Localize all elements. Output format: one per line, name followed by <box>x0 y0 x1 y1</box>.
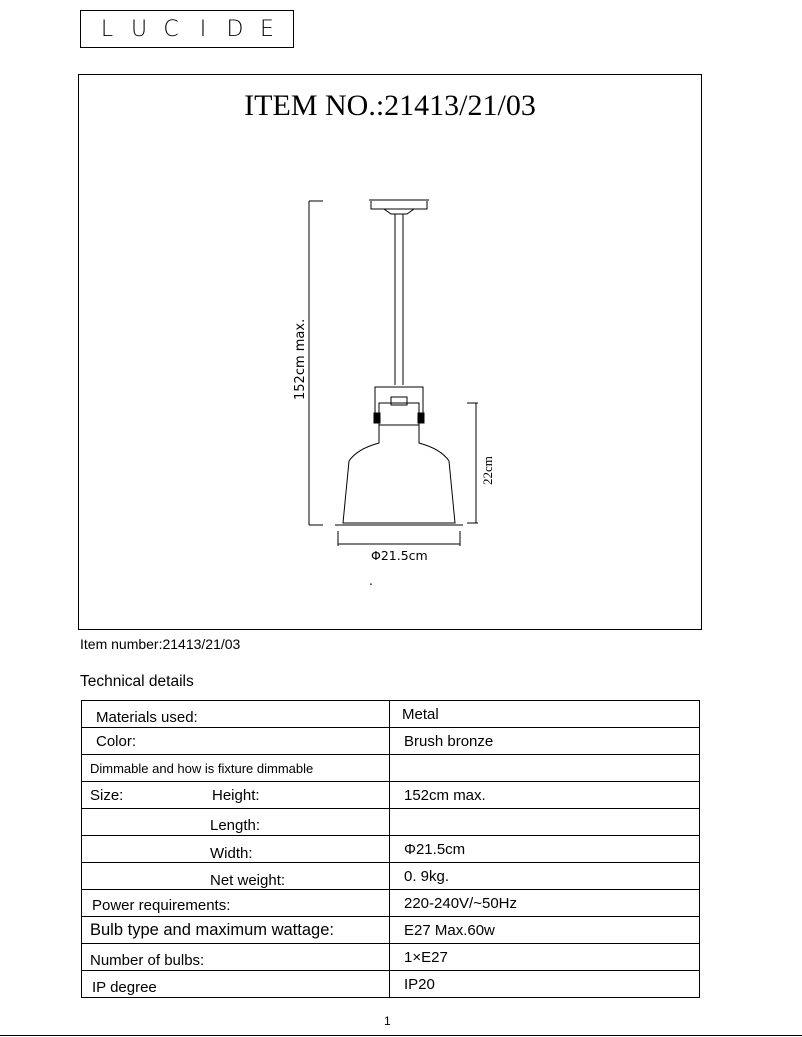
table-row <box>82 782 700 809</box>
height-value: 152cm max. <box>404 786 486 804</box>
bulb-count-value: 1×E27 <box>404 948 448 966</box>
height-label: Height: <box>212 786 260 804</box>
logo-letter: D <box>226 16 244 42</box>
diameter-dimension <box>338 531 460 546</box>
logo-letter: I <box>199 16 207 42</box>
page-number: 1 <box>384 1014 391 1028</box>
ip-value: IP20 <box>404 975 435 993</box>
stray-dot: . <box>369 574 373 588</box>
dimmable-label: Dimmable and how is fixture dimmable <box>90 760 314 776</box>
size-label: Size: <box>90 786 124 804</box>
pendant-lamp-drawing <box>79 75 703 631</box>
logo-letter: U <box>130 16 148 42</box>
bulb-type-label: Bulb type and maximum wattage: <box>90 920 334 939</box>
width-label: Width: <box>210 844 253 862</box>
drawing-title: ITEM NO.:21413/21/03 <box>244 89 536 122</box>
table-row <box>82 701 700 728</box>
shade-height-dimension <box>467 403 478 523</box>
ip-label: IP degree <box>92 978 157 996</box>
table-row <box>82 809 700 836</box>
lucide-logo <box>80 10 294 48</box>
table-row <box>82 755 700 782</box>
lamp-shade <box>335 425 463 525</box>
table-row <box>82 917 700 944</box>
table-row <box>82 863 700 890</box>
logo-letter: C <box>163 16 179 42</box>
power-value: 220-240V/~50Hz <box>404 894 517 912</box>
lamp-bracket <box>374 387 424 425</box>
item-number-line: Item number:21413/21/03 <box>80 636 241 652</box>
materials-value: Metal <box>402 705 439 723</box>
color-value: Brush bronze <box>404 732 494 750</box>
power-label: Power requirements: <box>92 896 231 914</box>
width-value: Φ21.5cm <box>404 840 466 858</box>
table-row <box>82 971 700 998</box>
height-dimension-label: 152cm max. <box>293 318 308 400</box>
color-label: Color: <box>96 732 137 750</box>
footer-divider <box>0 1035 802 1036</box>
bulb-count-label: Number of bulbs: <box>90 951 205 969</box>
technical-drawing-frame <box>78 74 702 630</box>
table-row <box>82 728 700 755</box>
length-label: Length: <box>210 816 261 834</box>
table-row <box>82 836 700 863</box>
net-weight-label: Net weight: <box>210 871 286 889</box>
suspension-rod <box>395 214 403 385</box>
table-row <box>82 944 700 971</box>
height-dimension <box>309 201 323 525</box>
diameter-label: Φ21.5cm <box>371 548 428 563</box>
logo-letter: L <box>100 16 114 42</box>
materials-label: Materials used: <box>96 708 198 726</box>
ceiling-canopy <box>369 200 429 214</box>
technical-details-heading: Technical details <box>80 673 194 690</box>
logo-letter: E <box>260 16 274 42</box>
shade-height-label: 22cm <box>480 456 495 485</box>
technical-details-table <box>81 700 700 998</box>
table-row <box>82 890 700 917</box>
net-weight-value: 0. 9kg. <box>404 867 450 885</box>
bulb-type-value: E27 Max.60w <box>404 921 495 939</box>
